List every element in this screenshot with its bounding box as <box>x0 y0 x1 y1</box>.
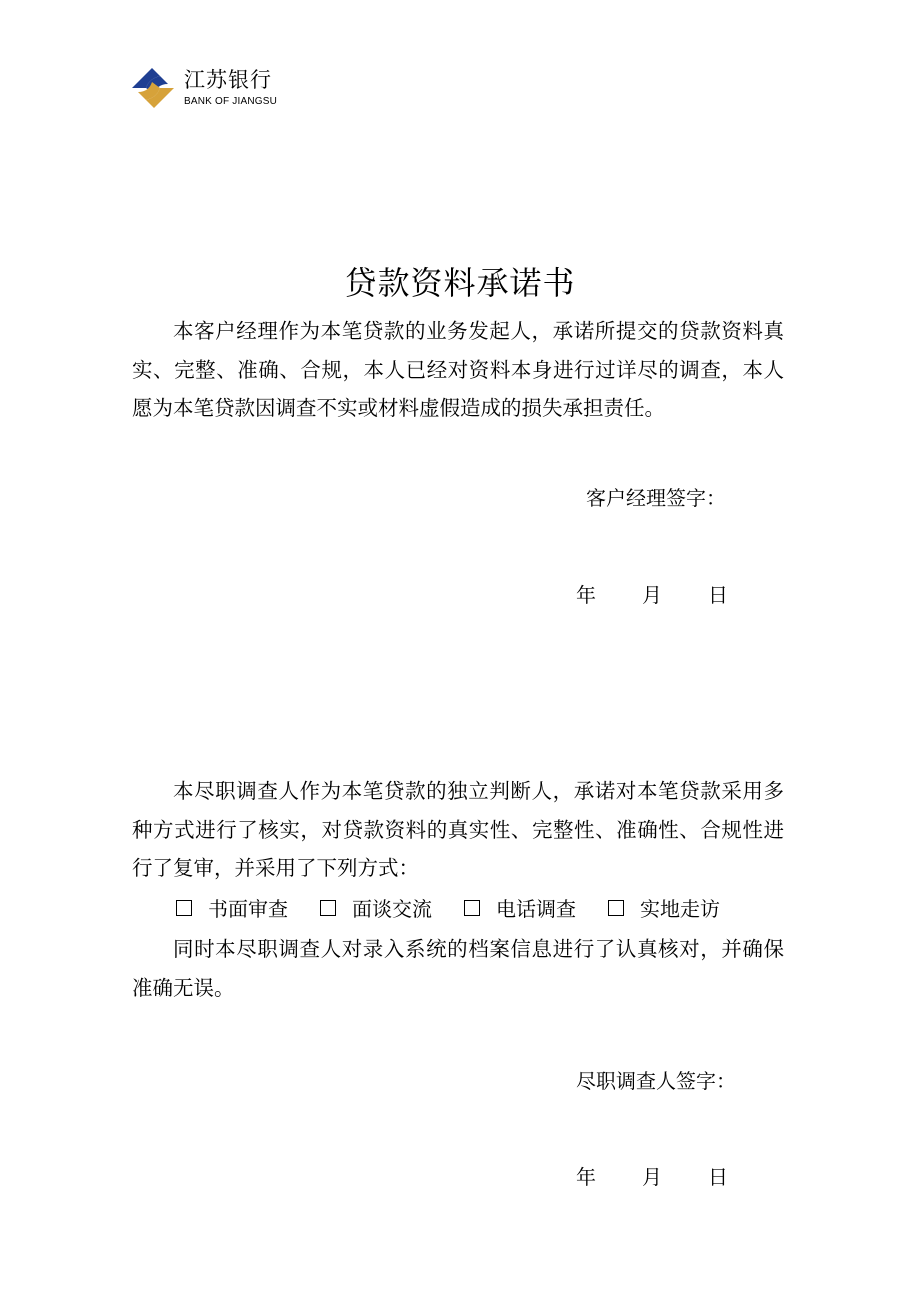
method-label: 实地走访 <box>640 897 720 921</box>
verification-methods <box>176 893 720 922</box>
method-interview[interactable] <box>320 893 432 922</box>
method-label: 书面审查 <box>208 897 288 921</box>
bank-logo-icon <box>130 64 176 112</box>
checkbox-interview[interactable] <box>320 900 336 916</box>
date-day: 日 <box>708 583 728 607</box>
document-title: 贷款资料承诺书 <box>344 264 576 302</box>
method-phone-survey[interactable] <box>464 893 576 922</box>
method-label: 面谈交流 <box>352 897 432 921</box>
date-month: 月 <box>642 1165 662 1189</box>
date-year: 年 <box>576 583 596 607</box>
logo-english-name: BANK OF JIANGSU <box>184 95 278 107</box>
investigator-date-line <box>576 1161 728 1190</box>
date-month: 月 <box>642 583 662 607</box>
bank-logo <box>130 64 277 112</box>
logo-chinese-name: 江苏银行 <box>184 67 272 92</box>
method-written-review[interactable] <box>176 893 288 922</box>
date-year: 年 <box>576 1165 596 1189</box>
investigator-verification-paragraph: 同时本尽职调查人对录入系统的档案信息进行了认真核对，并确保准确无误。 <box>132 937 784 1000</box>
investigator-signature-label: 尽职调查人签字： <box>576 1069 736 1093</box>
manager-signature-label: 客户经理签字： <box>586 486 726 510</box>
checkbox-written-review[interactable] <box>176 900 192 916</box>
checkbox-phone-survey[interactable] <box>464 900 480 916</box>
manager-commitment-paragraph: 本客户经理作为本笔贷款的业务发起人，承诺所提交的贷款资料真实、完整、准确、合规，本人已经对资料本身进行过详尽的调查，本人愿为本笔贷款因调查不实或材料虚假造成的损失承担责任。 <box>132 319 784 420</box>
date-day: 日 <box>708 1165 728 1189</box>
manager-date-line <box>576 579 728 608</box>
investigator-commitment-paragraph: 本尽职调查人作为本笔贷款的独立判断人，承诺对本笔贷款采用多种方式进行了核实，对贷款资料的真实性、完整性、准确性、合规性进行了复审，并采用了下列方式： <box>132 779 784 880</box>
checkbox-site-visit[interactable] <box>608 900 624 916</box>
method-site-visit[interactable] <box>608 893 720 922</box>
method-label: 电话调查 <box>496 897 576 921</box>
